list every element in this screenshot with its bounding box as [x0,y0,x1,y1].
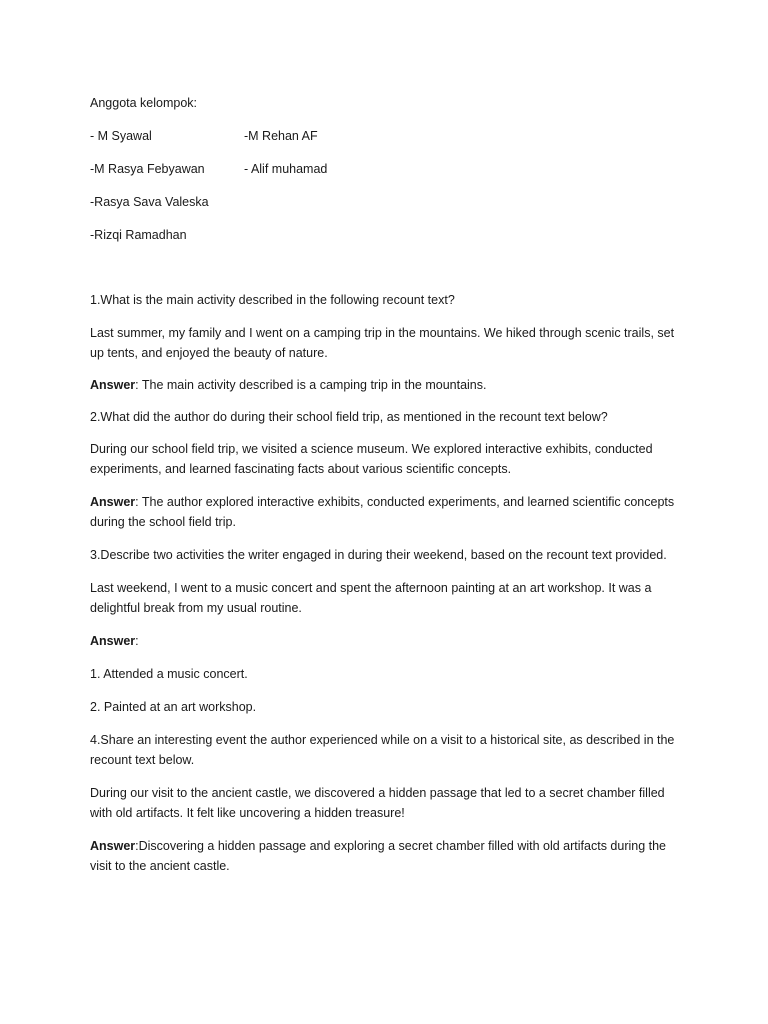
recount-text-4: During our visit to the ancient castle, we discovered a hidden passage that led to a secret chamber filled with old artifacts. It felt like uncovering a hidden treasure! [90,786,665,820]
question-3: 3.Describe two activities the writer engaged in during their weekend, based on the recount text provided. [90,548,667,562]
recount-text-1: Last summer, my family and I went on a camping trip in the mountains. We hiked through scenic trails, set up tents, and enjoyed the beauty of nature. [90,326,675,360]
answer-text: :Discovering a hidden passage and exploring a secret chamber filled with old artifacts during the visit to the ancient castle. [90,839,667,873]
question-4: 4.Share an interesting event the author experienced while on a visit to a historical site, as described in the recount text below. [90,733,675,767]
answer-label: Answer [90,839,136,853]
answer-1 [90,375,690,395]
answer-4 [90,836,690,876]
answer-label: Answer [90,495,136,509]
answer-list-item: 1. Attended a music concert. [90,667,248,681]
answer-suffix: : [135,634,139,648]
document-page [90,93,690,876]
member-name: -M Rasya Febyawan [90,162,205,176]
answer-text: : The author explored interactive exhibits, conducted experiments, and learned scientific concepts during the school field trip. [90,495,675,529]
member-row [90,126,690,146]
member-name: - Alif muhamad [244,162,328,176]
answer-2 [90,492,690,532]
member-row [90,159,690,179]
group-heading: Anggota kelompok: [90,96,198,110]
question-2: 2.What did the author do during their school field trip, as mentioned in the recount text below? [90,410,608,424]
answer-label: Answer [90,634,136,648]
member-name: - M Syawal [90,129,152,143]
member-name: -Rizqi Ramadhan [90,228,187,242]
answer-label: Answer [90,378,136,392]
recount-text-3: Last weekend, I went to a music concert and spent the afternoon painting at an art workshop. It was a delightful break from my usual routine. [90,581,652,615]
answer-list-item: 2. Painted at an art workshop. [90,700,257,714]
member-name: -Rasya Sava Valeska [90,195,209,209]
answer-text: : The main activity described is a camping trip in the mountains. [135,378,487,392]
question-1: 1.What is the main activity described in the following recount text? [90,293,455,307]
member-name: -M Rehan AF [244,129,318,143]
recount-text-2: During our school field trip, we visited a science museum. We explored interactive exhibits, conducted experiments, and learned fascinating facts about various scientific concepts. [90,442,653,476]
answer-3 [90,631,690,651]
